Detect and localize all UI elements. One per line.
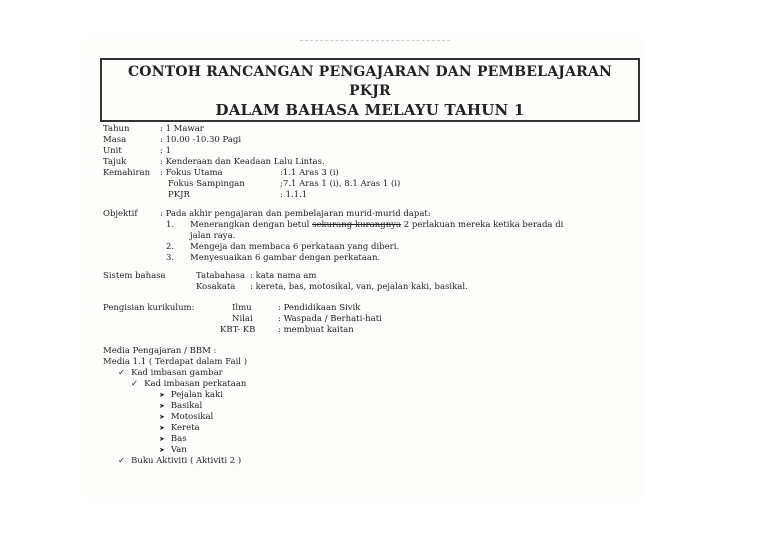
ilmu-label: Ilmu xyxy=(232,303,252,313)
objektif-item-1-b: 2 perlakuan mereka ketika berada di xyxy=(401,220,564,230)
nilai-label: Nilai xyxy=(232,314,253,324)
title-line-3: DALAM BAHASA MELAYU TAHUN 1 xyxy=(215,101,525,119)
media-item: ➤ Van xyxy=(159,445,187,456)
media-buku: ✓ Buku Aktiviti ( Aktiviti 2 ) xyxy=(118,456,241,467)
media-item: ➤ Pejalan kaki xyxy=(159,390,223,401)
media-item: ➤ Kereta xyxy=(159,423,200,434)
media-sub: Media 1.1 ( Terdapat dalam Fail ) xyxy=(103,357,248,367)
title-line-2: PKJR xyxy=(349,83,391,99)
fokus-sampingan-label: Fokus Sampingan xyxy=(168,179,245,189)
media-kad-gambar: ✓ Kad imbasan gambar xyxy=(118,368,223,379)
unit-value: : 1 xyxy=(160,146,171,156)
objektif-item-3: Menyesuaikan 6 gambar dengan perkataan. xyxy=(190,253,381,263)
masa-value: : 10.00 -10.30 Pagi xyxy=(160,135,242,145)
objektif-num-2: 2. xyxy=(166,242,175,252)
kurikulum-label: Pengisian kurikulum: xyxy=(103,303,195,313)
kosakata-label: Kosakata xyxy=(196,282,236,292)
pkjr-label: PKJR xyxy=(168,190,190,200)
objektif-item-1-cont: jalan raya. xyxy=(190,231,236,241)
sistem-label: Sistem bahasa xyxy=(103,271,166,281)
tatabahasa-value: : kata nama am xyxy=(250,271,317,281)
title-box xyxy=(100,58,640,122)
objektif-item-1-strike: sekurang-kurangnya xyxy=(312,220,402,230)
masa-label: Masa xyxy=(103,135,127,145)
title-line-1: CONTOH RANCANGAN PENGAJARAN DAN PEMBELAJARAN xyxy=(127,64,613,80)
media-item: ➤ Motosikal xyxy=(159,412,213,423)
kemahiran-label: Kemahiran xyxy=(103,168,151,178)
objektif-label: Objektif xyxy=(103,209,138,219)
kosakata-value: : kereta, bas, motosikal, van, pejalan kaki, basikal. xyxy=(250,282,468,292)
objektif-intro: : Pada akhir pengajaran dan pembelajaran murid-murid dapat: xyxy=(160,209,431,219)
tajuk-label: Tajuk xyxy=(103,157,127,167)
media-item: ➤ Basikal xyxy=(159,401,202,412)
media-kad-perkataan: ✓ Kad imbasan perkataan xyxy=(131,379,246,390)
media-item: ➤ Bas xyxy=(159,434,187,445)
unit-label: Unit xyxy=(103,146,122,156)
tatabahasa-label: Tatabahasa xyxy=(196,271,246,281)
ilmu-value: : Pendidikaan Sivik xyxy=(278,303,361,313)
tahun-label: Tahun xyxy=(103,124,130,134)
kbt-label: KBT- KB xyxy=(220,325,256,335)
media-heading: Media Pengajaran / BBM : xyxy=(103,346,217,356)
fokus-sampingan-value: ;7.1 Aras 1 (i), 8.1 Aras 1 (i) xyxy=(280,179,401,189)
fokus-utama-value: :1.1 Aras 3 (i) xyxy=(280,168,339,178)
kbt-value: : membuat kaitan xyxy=(278,325,354,335)
tahun-value: : 1 Mawar xyxy=(160,124,204,134)
objektif-num-3: 3. xyxy=(166,253,175,263)
tajuk-value: : Kenderaan dan Keadaan Lalu Lintas. xyxy=(160,157,325,167)
scan-artifact xyxy=(300,40,450,49)
objektif-item-1-a: Menerangkan dengan betul xyxy=(190,220,313,230)
nilai-value: : Waspada / Berhati-hati xyxy=(278,314,382,324)
fokus-utama-label: : Fokus Utama xyxy=(160,168,223,178)
objektif-num-1: 1. xyxy=(166,220,175,230)
objektif-item-1 xyxy=(190,220,563,231)
objektif-item-2: Mengeja dan membaca 6 perkataan yang diberi. xyxy=(190,242,400,252)
pkjr-value: : 1.1.1 xyxy=(280,190,308,200)
